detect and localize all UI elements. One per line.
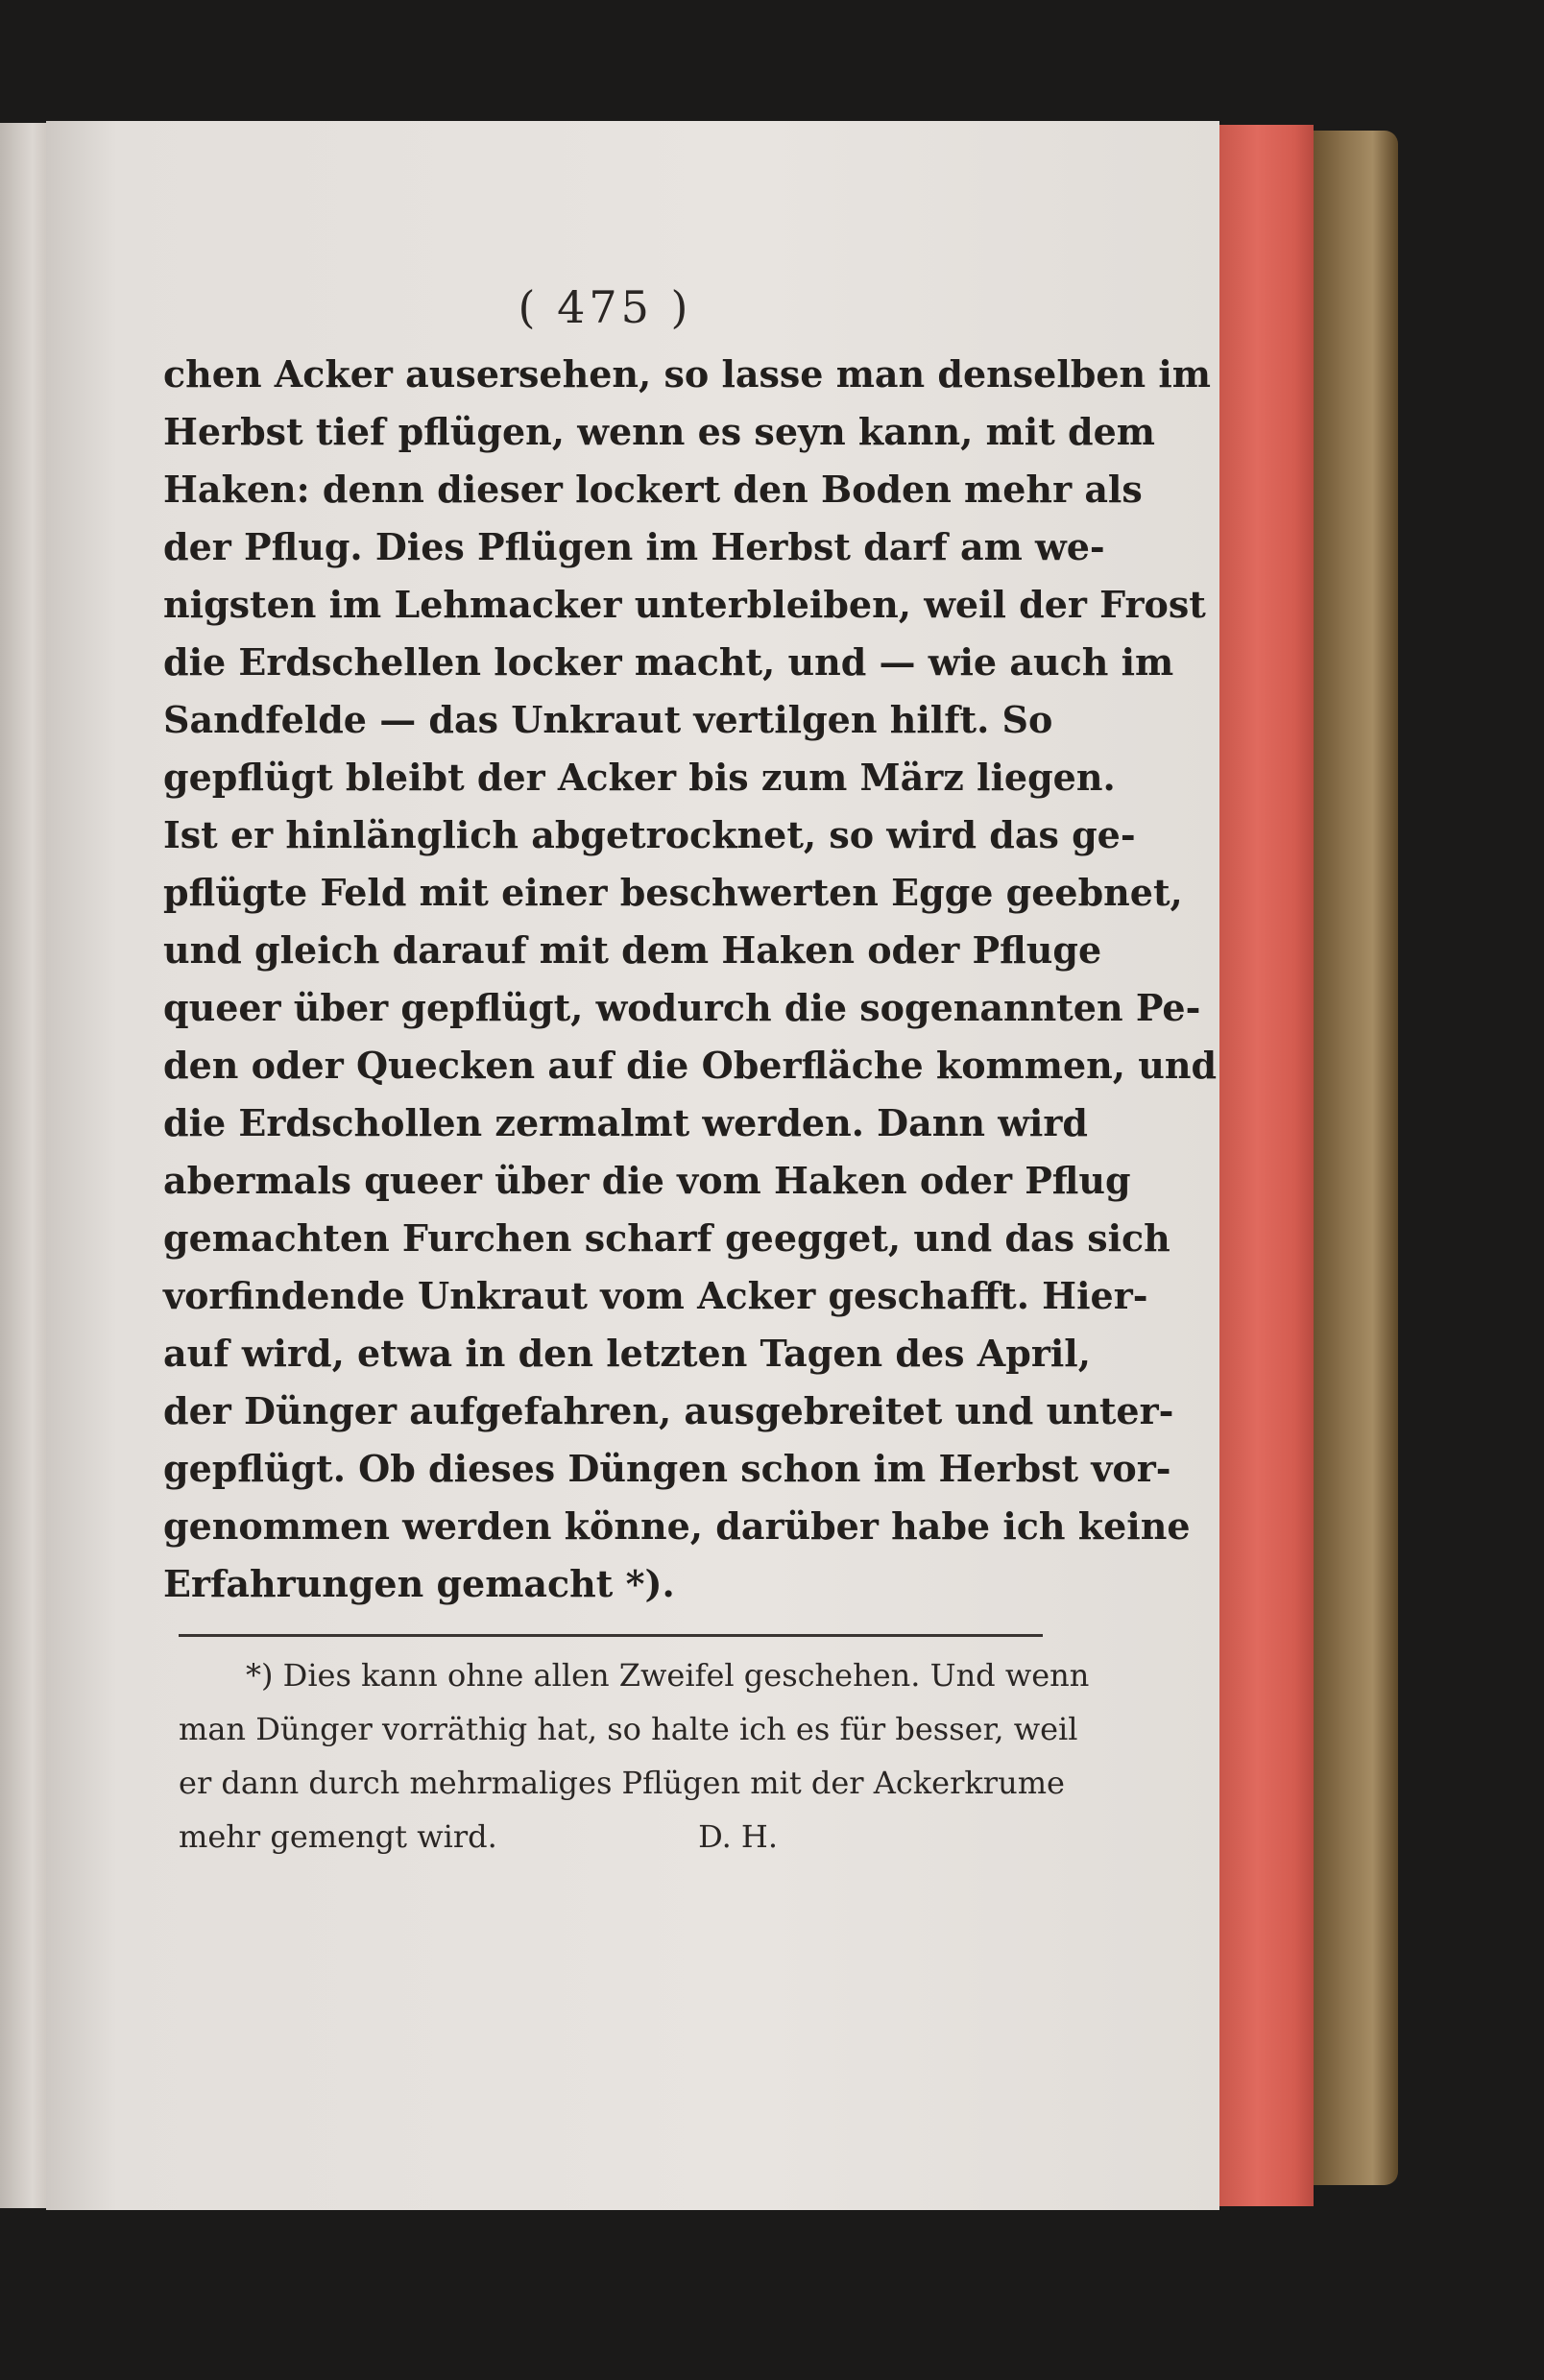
text-line: Erfahrungen gemacht *). (163, 1562, 675, 1605)
footnote-last-line (179, 1810, 1047, 1863)
text-line: nigsten im Lehmacker unterbleiben, weil der Frost (163, 583, 1206, 626)
text-line: abermals queer über die vom Haken oder Pflug (163, 1159, 1131, 1202)
footnote-line: *) Dies kann ohne allen Zweifel geschehen. Und wenn (246, 1657, 1090, 1694)
text-line: gemachten Furchen scharf geegget, und das sich (163, 1216, 1170, 1260)
text-line: den oder Quecken auf die Oberfläche kommen, und (163, 1044, 1218, 1087)
text-line: vorfindende Unkraut vom Acker geschafft. Hier- (163, 1274, 1148, 1317)
text-line: Ist er hinlänglich abgetrocknet, so wird das ge- (163, 813, 1136, 856)
footnote-signature: D. H. (698, 1818, 778, 1855)
text-line: chen Acker ausersehen, so lasse man denselben im (163, 352, 1212, 396)
text-line: pflügte Feld mit einer beschwerten Egge geebnet, (163, 871, 1183, 914)
footnote (163, 1648, 1090, 1810)
text-line: gepflügt. Ob dieses Düngen schon im Herbst vor- (163, 1447, 1171, 1490)
footnote-line: er dann durch mehrmaliges Pflügen mit der Ackerkrume (179, 1765, 1065, 1801)
facing-page-edge (0, 123, 46, 2208)
footnote-line: man Dünger vorräthig hat, so halte ich es für besser, weil (179, 1711, 1078, 1747)
footnote-last-text: mehr gemengt wird. (179, 1818, 497, 1855)
text-line: der Dünger aufgefahren, ausgebreitet und unter- (163, 1389, 1174, 1432)
text-line: queer über gepflügt, wodurch die sogenannten Pe- (163, 986, 1201, 1029)
text-line: und gleich darauf mit dem Haken oder Pfluge (163, 928, 1102, 972)
text-line: genommen werden könne, darüber habe ich keine (163, 1504, 1191, 1548)
main-text (163, 346, 1218, 1613)
text-line: Herbst tief pflügen, wenn es seyn kann, mit dem (163, 410, 1155, 453)
text-line: Haken: denn dieser lockert den Boden mehr als (163, 468, 1143, 511)
red-page-edges (1219, 125, 1314, 2206)
text-line: gepflügt bleibt der Acker bis zum März liegen. (163, 756, 1116, 799)
text-line: Sandfelde — das Unkraut vertilgen hilft. So (163, 698, 1053, 741)
footnote-rule (179, 1634, 1043, 1637)
page-text-block (163, 269, 1218, 1863)
page-number: ( 475 ) (518, 281, 692, 333)
text-line: der Pflug. Dies Pflügen im Herbst darf am we- (163, 525, 1105, 568)
book-cover-edge (1314, 131, 1398, 2185)
text-line: auf wird, etwa in den letzten Tagen des April, (163, 1332, 1091, 1375)
text-line: die Erdschellen locker macht, und — wie auch im (163, 640, 1174, 684)
text-line: die Erdschollen zermalmt werden. Dann wird (163, 1101, 1088, 1144)
